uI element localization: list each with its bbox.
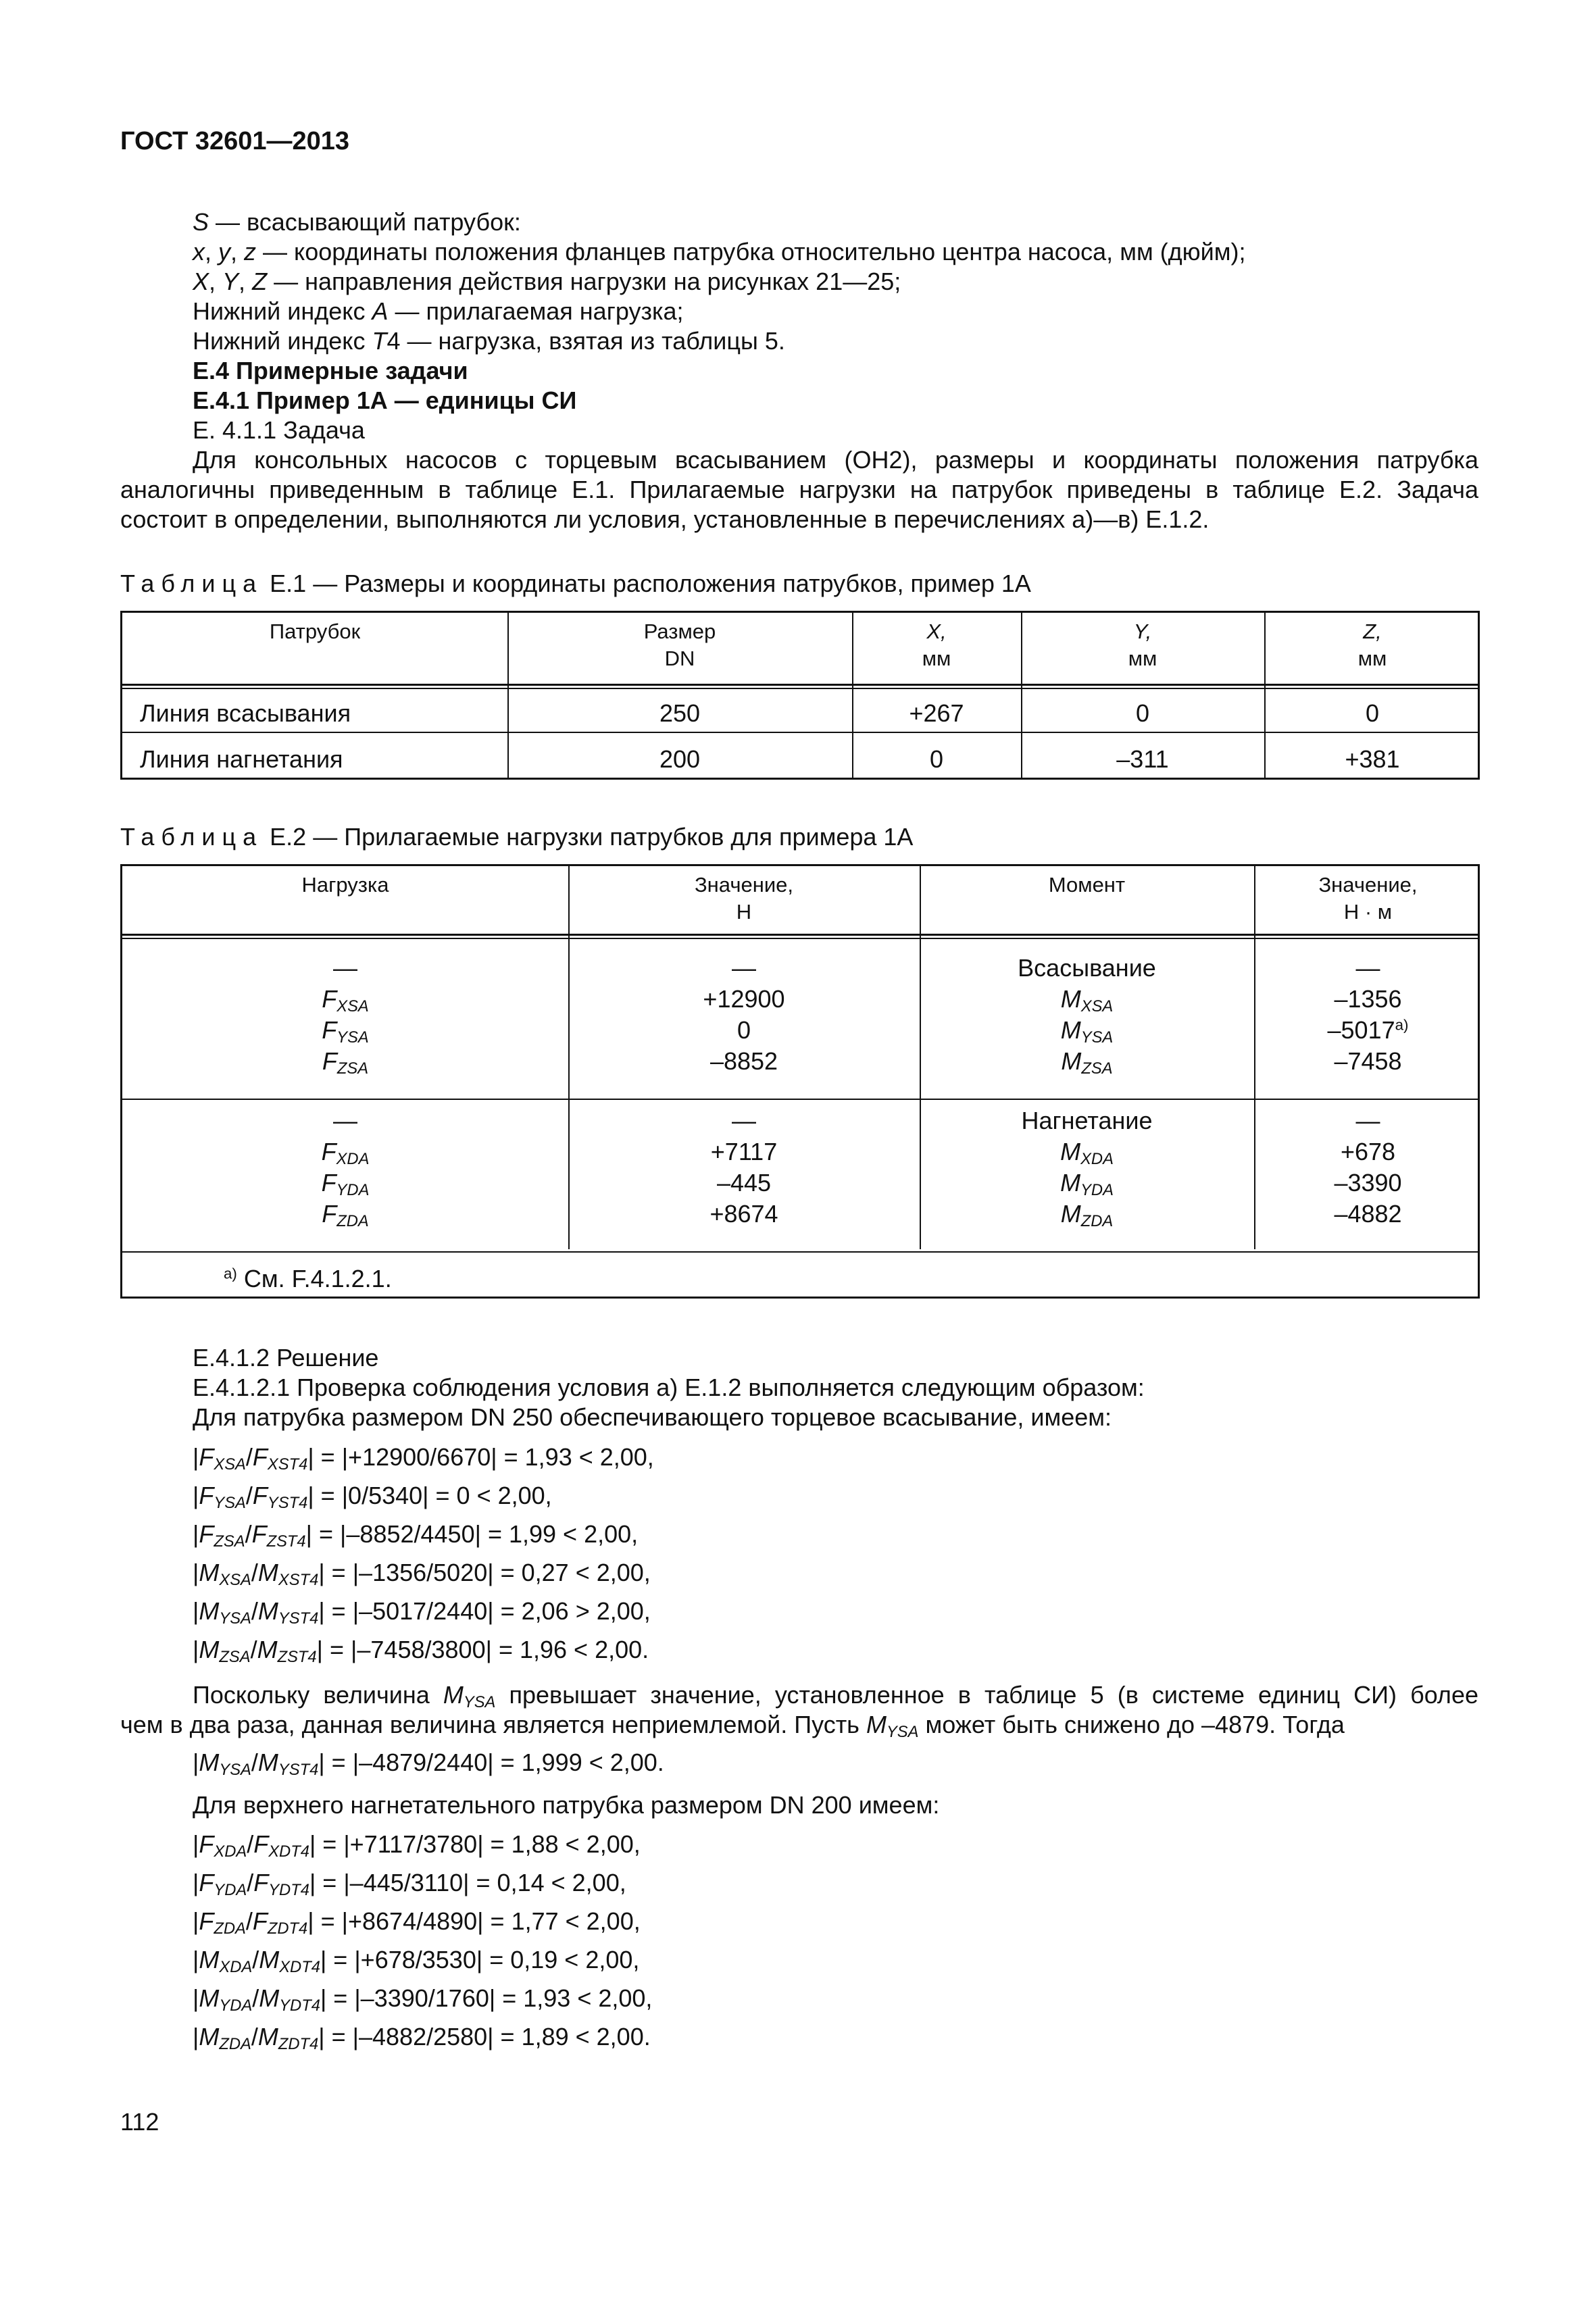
table1-row-suction-name: Линия всасывания (140, 699, 351, 727)
formula-mysa: $|M_{YSA}/M_{YST4}| = |-5017/2440| = 2,06 > 2,00$, (193, 1597, 651, 1628)
table2-header-load-value: Значение, Н (694, 873, 794, 924)
table2-footnote: $^{а)}$ См. F.4.1.2.1. (224, 1265, 392, 1292)
table2-discharge-loads: — $F_{XDA}$ $F_{YDA}$ $F_{ZDA}$ (321, 1107, 370, 1230)
section-e411-title: Е. 4.1.1 Задача (193, 416, 365, 444)
formula-fzda: $|F_{ZDA}/F_{ZDT4}| = |+8674/4890| = 1,77 < 2,00$, (193, 1907, 641, 1938)
table1-caption: Таблица Е.1 — Размеры и координаты расположения патрубков, пример 1А (120, 570, 1031, 597)
since-line-1: Поскольку величина $M_{YSA}$ превышает значение, установленное в таблице 5 (в системе единиц СИ) более (193, 1681, 1478, 1711)
table1-row-discharge-y: –311 (1116, 745, 1169, 773)
table2-suction-loads: — $F_{XSA}$ $F_{YSA}$ $F_{ZSA}$ (322, 954, 369, 1078)
table1-header-x: X, мм (922, 620, 951, 670)
table2-header-load: Нагрузка (301, 873, 389, 897)
table1 (120, 611, 1480, 780)
page-number: 112 (120, 2108, 159, 2136)
table2 (120, 864, 1480, 1299)
table2-header-moment: Момент (1048, 873, 1126, 897)
table1-row-discharge-dn: 200 (659, 745, 701, 773)
formula-fysa: $|F_{YSA}/F_{YST4}| = |0/5340| = 0 < 2,00$, (193, 1482, 552, 1512)
table1-row-suction-z: 0 (1365, 699, 1380, 727)
legend-directions: X, Y, Z — направления действия нагрузки на рисунках 21—25; (193, 268, 901, 295)
since-line-2: чем в два раза, данная величина является неприемлемой. Пусть $M_{YSA}$ может быть снижено до –4879. Тогда (120, 1711, 1345, 1741)
table2-caption: Таблица Е.2 — Прилагаемые нагрузки патрубков для примера 1А (120, 823, 914, 851)
formula-mzsa: $|M_{ZSA}/M_{ZST4}| = |-7458/3800| = 1,96 < 2,00$. (193, 1636, 649, 1666)
table1-header-z: Z, мм (1357, 620, 1387, 670)
document-header: ГОСТ 32601—2013 (120, 127, 350, 155)
formula-fxda: $|F_{XDA}/F_{XDT4}| = |+7117/3780| = 1,88 < 2,00$, (193, 1830, 641, 1861)
formula-fyda: $|F_{YDA}/F_{YDT4}| = |-445/3110| = 0,14 < 2,00$, (193, 1869, 626, 1899)
table1-header-nozzle: Патрубок (269, 620, 361, 643)
solution-title: Е.4.1.2 Решение (193, 1344, 379, 1372)
table2-discharge-moment-values: — +678 –3390 –4882 (1334, 1107, 1402, 1228)
table2-suction-moments: Всасывание $M_{XSA}$ $M_{YSA}$ $M_{ZSA}$ (1018, 954, 1156, 1078)
table1-row-discharge-x: 0 (929, 745, 944, 773)
table1-row-suction-x: +267 (909, 699, 964, 727)
formula-mzda: $|M_{ZDA}/M_{ZDT4}| = |-4882/2580| = 1,89 < 2,00$. (193, 2023, 651, 2053)
solution-suction-intro: Для патрубка размером DN 250 обеспечивающего торцевое всасывание, имеем: (193, 1403, 1112, 1431)
formula-mysa-reduced: $|M_{YSA}/M_{YST4}| = |-4879/2440| = 1,999 < 2,00$. (193, 1749, 664, 1779)
section-e41-title: Е.4.1 Пример 1А — единицы СИ (193, 386, 577, 414)
table1-row-suction-dn: 250 (659, 699, 701, 727)
table2-discharge-moments: Нагнетание $M_{XDA}$ $M_{YDA}$ $M_{ZDA}$ (1021, 1107, 1153, 1230)
table2-discharge-load-values: — +7117 –445 +8674 (709, 1107, 778, 1228)
solution-discharge-intro: Для верхнего нагнетательного патрубка размером DN 200 имеем: (193, 1791, 940, 1819)
formula-myda: $|M_{YDA}/M_{YDT4}| = |-3390/1760| = 1,93 < 2,00$, (193, 1984, 653, 2015)
solution-check-a: Е.4.1.2.1 Проверка соблюдения условия а) Е.1.2 выполняется следующим образом: (193, 1374, 1145, 1401)
formula-fzsa: $|F_{ZSA}/F_{ZST4}| = |-8852/4450| = 1,99 < 2,00$, (193, 1520, 639, 1551)
legend-s: S — всасывающий патрубок: (193, 208, 521, 236)
table1-row-discharge-name: Линия нагнетания (140, 745, 343, 773)
legend-index-a: Нижний индекс A — прилагаемая нагрузка; (193, 297, 684, 325)
table1-header-y: Y, мм (1128, 620, 1157, 670)
section-e4-title: Е.4 Примерные задачи (193, 357, 468, 384)
table1-row-suction-y: 0 (1135, 699, 1150, 727)
table2-suction-moment-values: — –1356 $-5017^{а)}$ –7458 (1327, 954, 1409, 1075)
table2-suction-load-values: — +12900 0 –8852 (703, 954, 785, 1075)
legend-coords: x, y, z — координаты положения фланцев патрубка относительно центра насоса, мм (дюйм); (193, 238, 1246, 266)
formula-mxsa: $|M_{XSA}/M_{XST4}| = |-1356/5020| = 0,27 < 2,00$, (193, 1559, 651, 1589)
task-line-2: аналогичны приведенным в таблице Е.1. Прилагаемые нагрузки на патрубок приведены в таблице Е.2. Задача (120, 476, 1478, 503)
legend-index-t4: Нижний индекс T4 — нагрузка, взятая из таблицы 5. (193, 327, 785, 355)
formula-mxda: $|M_{XDA}/M_{XDT4}| = |+678/3530| = 0,19 < 2,00$, (193, 1946, 640, 1976)
table1-row-discharge-z: +381 (1345, 745, 1400, 773)
table1-header-size: Размер DN (643, 620, 716, 670)
table2-header-moment-value: Значение, Н · м (1318, 873, 1418, 924)
task-line-1: Для консольных насосов с торцевым всасыванием (ОН2), размеры и координаты положения патрубка (193, 446, 1478, 474)
task-line-3: состоит в определении, выполняются ли условия, установленные в перечислениях а)—в) Е.1.2. (120, 505, 1210, 533)
formula-fxsa: $|F_{XSA}/F_{XST4}| = |+12900/6670| = 1,93 < 2,00$, (193, 1443, 654, 1474)
